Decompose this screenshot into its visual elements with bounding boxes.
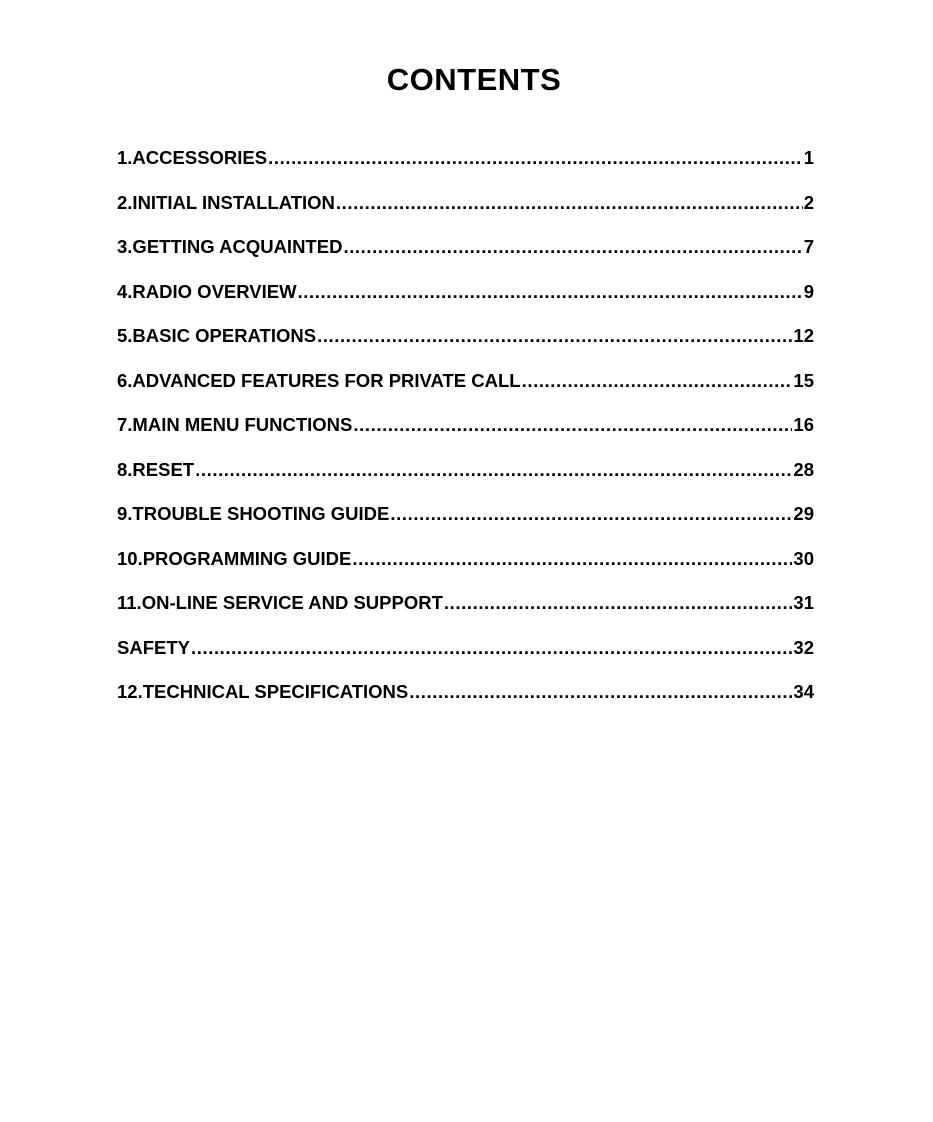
toc-dot-leader bbox=[444, 591, 793, 615]
page-title: CONTENTS bbox=[386, 62, 562, 97]
toc-entry-page-number: 30 bbox=[793, 547, 814, 569]
toc-entry-page-number: 31 bbox=[793, 592, 814, 613]
toc-dot-leader bbox=[409, 680, 792, 704]
toc-entry-label: 6.ADVANCED FEATURES FOR PRIVATE CALL bbox=[117, 369, 521, 391]
toc-dot-leader bbox=[298, 280, 803, 304]
toc-dot-leader bbox=[336, 191, 803, 215]
toc-entry-initial-installation[interactable] bbox=[117, 191, 814, 236]
toc-entry-label: 12.TECHNICAL SPECIFICATIONS bbox=[117, 681, 409, 702]
toc-entry-label: 3.GETTING ACQUAINTED bbox=[117, 236, 343, 257]
toc-entry-label: 1.ACCESSORIES bbox=[117, 147, 268, 168]
toc-entry-page-number: 2 bbox=[803, 191, 814, 213]
toc-entry-page-number: 34 bbox=[793, 681, 814, 702]
toc-entry-basic-operations[interactable] bbox=[117, 324, 814, 369]
toc-dot-leader bbox=[352, 547, 792, 571]
toc-entry-radio-overview[interactable] bbox=[117, 280, 814, 325]
toc-entry-label: 5.BASIC OPERATIONS bbox=[117, 325, 317, 346]
toc-entry-label: 7.MAIN MENU FUNCTIONS bbox=[117, 414, 353, 435]
toc-entry-page-number: 29 bbox=[793, 503, 814, 524]
toc-entry-label: 8.RESET bbox=[117, 458, 195, 480]
toc-entry-label: 10.PROGRAMMING GUIDE bbox=[117, 547, 352, 569]
toc-dot-leader bbox=[343, 235, 802, 259]
toc-entry-page-number: 12 bbox=[793, 325, 814, 346]
toc-entry-advanced-features[interactable] bbox=[117, 369, 814, 414]
toc-entry-page-number: 16 bbox=[793, 414, 814, 435]
toc-entry-page-number: 9 bbox=[803, 280, 814, 302]
toc-dot-leader bbox=[191, 636, 792, 660]
toc-dot-leader bbox=[268, 146, 803, 170]
toc-entry-getting-acquainted[interactable] bbox=[117, 235, 814, 280]
toc-dot-leader bbox=[195, 458, 792, 482]
toc-entry-safety[interactable] bbox=[117, 636, 814, 681]
toc-dot-leader bbox=[317, 324, 792, 348]
toc-entry-label: 4.RADIO OVERVIEW bbox=[117, 280, 297, 302]
toc-dot-leader bbox=[522, 369, 793, 393]
toc-dot-leader bbox=[390, 502, 792, 526]
toc-entry-online-service-and-support[interactable] bbox=[117, 591, 814, 636]
toc-entry-label: 2.INITIAL INSTALLATION bbox=[117, 191, 335, 213]
toc-entry-label: 9.TROUBLE SHOOTING GUIDE bbox=[117, 503, 390, 524]
toc-entry-page-number: 15 bbox=[793, 369, 814, 391]
toc-entry-accessories[interactable] bbox=[117, 146, 814, 191]
toc-entry-page-number: 7 bbox=[803, 236, 814, 257]
toc-entry-technical-specifications[interactable] bbox=[117, 680, 814, 725]
toc-entry-trouble-shooting-guide[interactable] bbox=[117, 502, 814, 547]
toc-entry-page-number: 28 bbox=[793, 458, 814, 480]
table-of-contents bbox=[117, 146, 814, 725]
toc-entry-reset[interactable] bbox=[117, 458, 814, 503]
toc-entry-label: 11.ON-LINE SERVICE AND SUPPORT bbox=[117, 592, 443, 613]
toc-entry-main-menu-functions[interactable] bbox=[117, 413, 814, 458]
toc-entry-programming-guide[interactable] bbox=[117, 547, 814, 592]
toc-entry-label: SAFETY bbox=[117, 636, 190, 658]
toc-dot-leader bbox=[353, 413, 792, 437]
toc-entry-page-number: 1 bbox=[803, 147, 814, 168]
toc-entry-page-number: 32 bbox=[793, 636, 814, 658]
